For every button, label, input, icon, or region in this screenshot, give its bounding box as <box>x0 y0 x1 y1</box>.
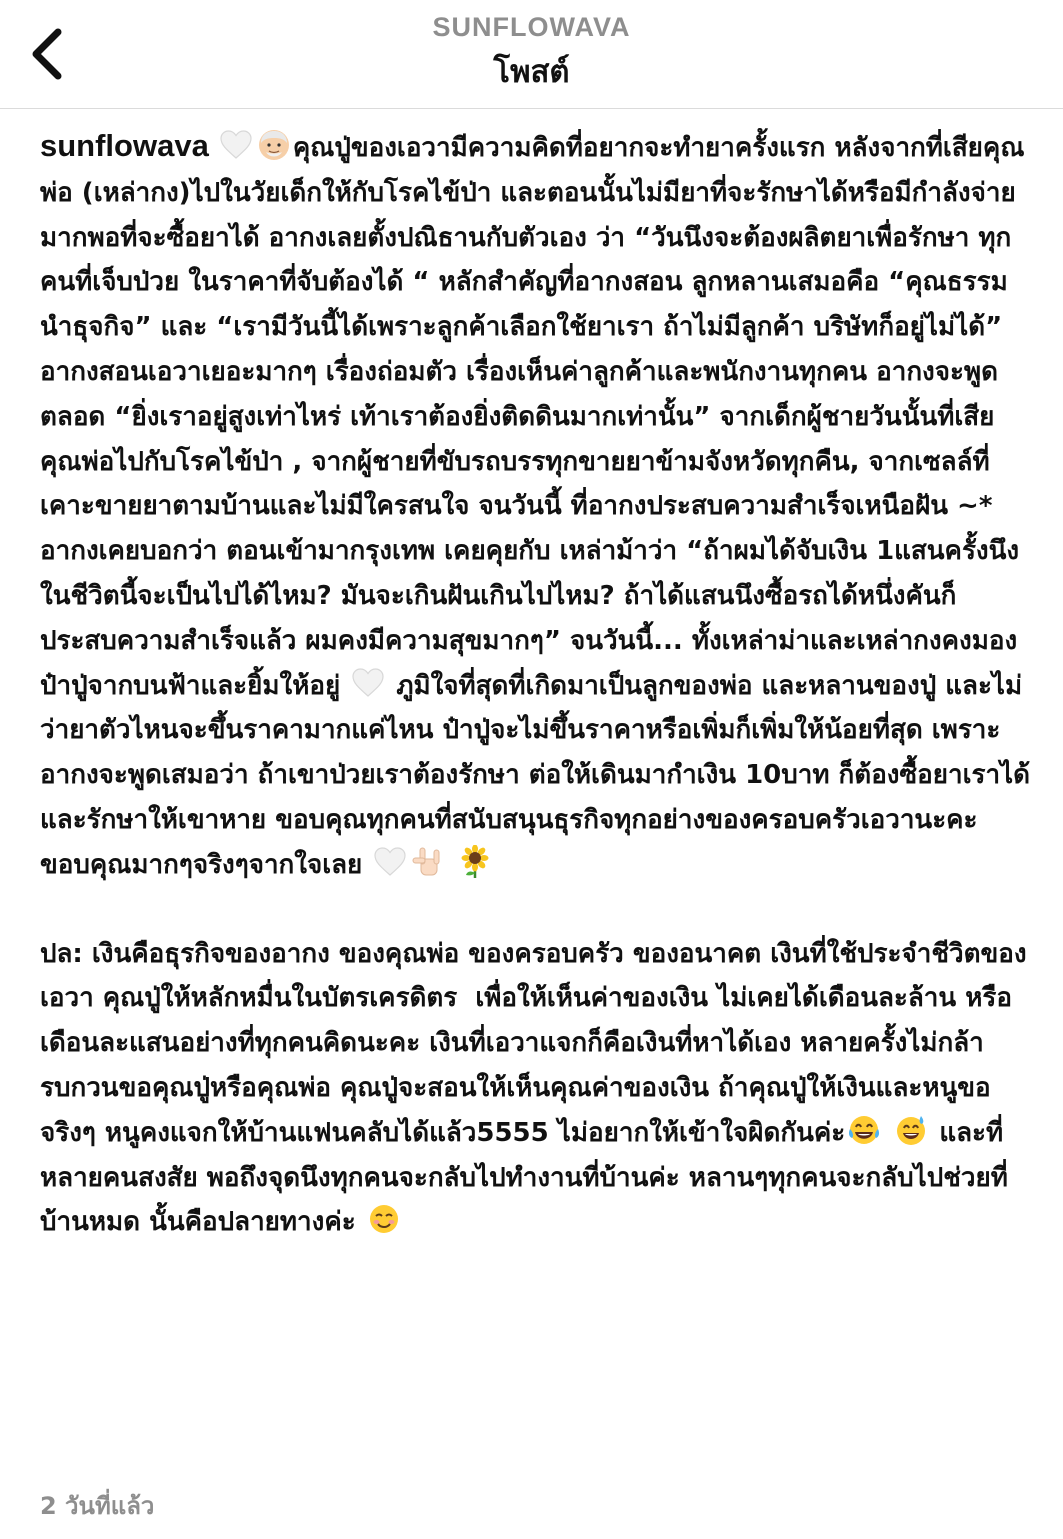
white-heart-icon <box>373 845 407 879</box>
sunflower-icon <box>458 845 492 879</box>
white-heart-icon <box>219 128 253 162</box>
white-heart-icon <box>351 666 385 700</box>
smiling-face-icon <box>367 1202 401 1236</box>
paragraph-break <box>40 888 1030 932</box>
page-title: โพสต์ <box>493 54 570 90</box>
love-you-gesture-icon <box>411 845 445 879</box>
sweat-smile-icon <box>894 1113 928 1147</box>
caption-text-part-4: และที่หลายคนสงสัย พอถึงจุดนึงทุกคนจะกลับไปทำงานที่บ้านค่ะ หลานๆทุกคนจะกลับไปช่วยที่บ้านหมด นั้นคือปลายทางค่ะ <box>40 1117 1008 1238</box>
caption-paragraph-1 <box>40 124 1030 888</box>
caption-paragraph-2 <box>40 932 1030 1246</box>
caption-text-part-3: ปล: เงินคือธุรกิจของอากง ของคุณพ่อ ของครอบครัว ของอนาคต เงินที่ใช้ประจำชีวิตของเอวา คุณปู่ให้หลักหมื่นในบัตรเครดิตร เพื่อให้เห็นค่าของเงิน ไม่เคยได้เดือนละล้าน หรือ เดือนละแสนอย่างที่ทุกคนคิดนะคะ เงินที่เอวาแจกก็คือเงินที่หาได้เอง หลายครั้งไม่กล้ารบกวนขอคุณปู่หรือคุณพ่อ คุณปู่จะสอนให้เห็นคุณค่าของเงิน ถ้าคุณปู่ให้เงินและหนูขอจริงๆ หนูคงแจกให้บ้านแฟนคลับได้แล้ว5555 ไม่อยากให้เข้าใจผิดกันค่ะ <box>40 938 1027 1148</box>
account-name: SUNFLOWAVA <box>432 12 631 42</box>
caption-text-part-2: ภูมิใจที่สุดที่เกิดมาเป็นลูกของพ่อ และหลานของปู่ และไม่ว่ายาตัวไหนจะขึ้นราคามากแค่ไหน ป๋าปู่จะไม่ขึ้นราคาหรือเพิ่มก็เพิ่มให้น้อยที่สุด เพราะอากงจะพูดเสมอว่า ถ้าเขาป่วยเราต้องรักษา ต่อให้เดินมากำเงิน 10บาท ก็ต้องซื้อยาเราได้และรักษาให้เขาหาย ขอบคุณทุกคนที่สนับสนุนธุรกิจทุกอย่างของครอบครัวเอวานะคะ ขอบคุณมากๆจริงๆจากใจเลย <box>40 670 1031 880</box>
tears-of-joy-icon <box>847 1113 881 1147</box>
caption-text-part-1: คุณปู่ของเอวามีความคิดที่อยากจะทำยาครั้งแรก หลังจากที่เสียคุณพ่อ (เหล่ากง)ไปในวัยเด็กให้กับโรคไข้ป่า และตอนนั้นไม่มียาที่จะรักษาได้หรือมีกำลังจ่ายมากพอที่จะซื้อยาได้ อากงเลยตั้งปณิธานกับตัวเอง ว่า “วันนึงจะต้องผลิตยาเพื่อรักษา ทุกคนที่เจ็บป่วย ในราคาที่จับต้องได้ “ หลักสำคัญที่อากงสอน ลูกหลานเสมอคือ “คุณธรรมนำธุจกิจ” และ “เรามีวันนี้ได้เพราะลูกค้าเลือกใช้ยาเรา ถ้าไม่มีลูกค้า บริษัทก็อยู่ไม่ได้” อากงสอนเอวาเยอะมากๆ เรื่องถ่อมตัว เรื่องเห็นค่าลูกค้าและพนักงานทุกคน อากงจะพูดตลอด “ยิ่งเราอยู่สูงเท่าไหร่ เท้าเราต้องยิ่งติดดินมากเท่านั้น” จากเด็กผู้ชายวันนั้นที่เสียคุณพ่อไปกับโรคไข้ป่า , จากผู้ชายที่ขับรถบรรทุกขายยาข้ามจังหวัดทุกคืน, จากเซลล์ที่เคาะขายยาตามบ้านและไม่มีใครสนใจ จนวันนี้ ที่อากงประสบความสำเร็จเหนือฝัน ~* อากงเคยบอกว่า ตอนเข้ามากรุงเทพ เคยคุยกับ เหล่าม้าว่า “ถ้าผมได้จับเงิน 1แสนครั้งนึงในชีวิตนี้จะเป็นไปได้ไหม? มันจะเกินฝันเกินไปไหม? ถ้าได้แสนนึงซื้อรถได้หนึ่งคันก็ประสบความสำเร็จแล้ว ผมคงมีความสุขมากๆ” จนวันนี้... ทั้งเหล่าม่าและเหล่ากงคงมอง ป๋าปู่จากบนฟ้าและยิ้มให้อยู่ <box>40 133 1027 701</box>
post-timestamp: 2 วันที่แล้ว <box>40 1492 155 1520</box>
top-bar <box>0 0 1063 109</box>
author-username[interactable]: sunflowava <box>40 128 209 163</box>
post-caption <box>40 124 1030 1245</box>
old-man-emoji-icon <box>257 128 291 162</box>
